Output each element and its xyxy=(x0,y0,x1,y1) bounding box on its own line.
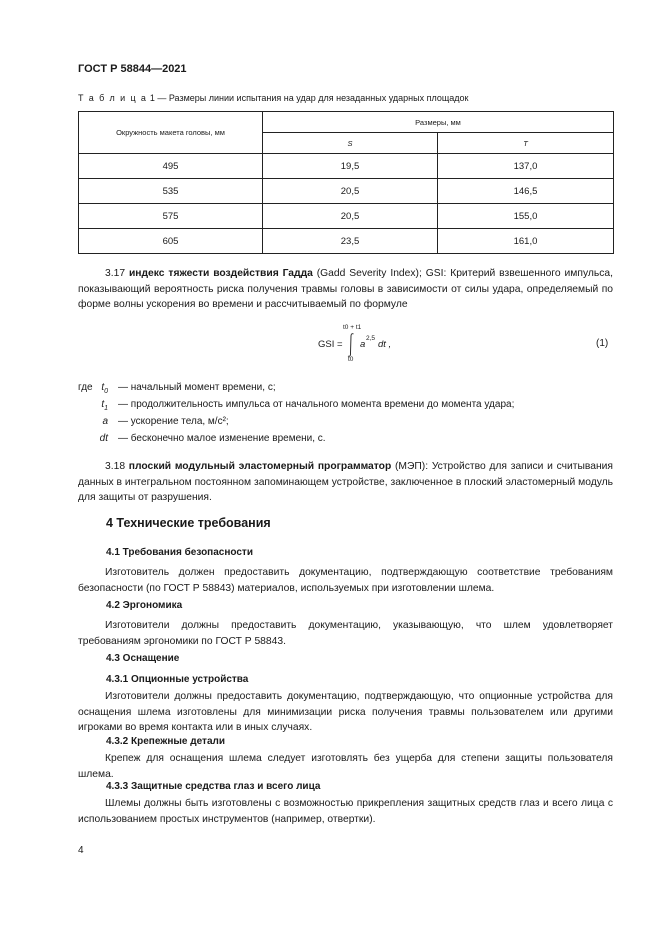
legend-where: где xyxy=(78,382,93,393)
formula-lower-limit: t0 xyxy=(348,356,354,363)
cell-t: 146,5 xyxy=(438,179,614,204)
col-header-s: S xyxy=(263,133,438,154)
section-4-3-1-text: Изготовители должны предоставить документацию, подтверждающую, что опционные устройства для оснащения шлема изготовлены для минимизации риска получения травмы пользователем или другими игроками во время контакта или в иных случаях. xyxy=(78,691,613,733)
cell-s: 23,5 xyxy=(263,229,438,254)
integral-sign-icon xyxy=(346,332,356,358)
section-4-3-3-heading: 4.3.3 Защитные средства глаз и всего лица xyxy=(106,781,321,792)
paragraph-3-18 xyxy=(78,459,613,506)
cell-t: 161,0 xyxy=(438,229,614,254)
section-4-heading: 4 Технические требования xyxy=(106,516,271,530)
table-caption xyxy=(78,93,468,103)
cell-circumference: 575 xyxy=(79,204,263,229)
term: индекс тяжести воздействия Гадда xyxy=(128,268,313,279)
document-standard-number: ГОСТ Р 58844—2021 xyxy=(78,63,187,75)
cell-s: 19,5 xyxy=(263,154,438,179)
formula-lhs: GSI = xyxy=(318,339,343,350)
formula-number: (1) xyxy=(596,338,609,349)
legend-symbol: dt xyxy=(99,433,108,444)
section-4-1-heading: 4.1 Требования безопасности xyxy=(106,547,253,558)
cell-s: 20,5 xyxy=(263,204,438,229)
table-caption-text: 1 — Размеры линии испытания на удар для незаданных ударных площадок xyxy=(149,93,469,103)
definition-text: (Gadd Severity Index); GSI: Критерий взвешенного импульса, показывающий вероятность риска получения травмы головы в зависимости от силы удара, определяемый по форме волны ускорения во времени и рассчитываемый по формуле xyxy=(78,268,613,310)
cell-t: 155,0 xyxy=(438,204,614,229)
formula-upper-limit: t0 + t1 xyxy=(343,324,362,331)
section-4-3-3-text: Шлемы должны быть изготовлены с возможностью прикрепления защитных средств глаз и всего лица с использованием простых инструментов (например, отвертки). xyxy=(78,798,613,825)
legend-text: — продолжительность импульса от начального момента времени до момента удара; xyxy=(118,399,515,410)
definition-text: (МЭП): Устройство для записи и считывания данных в интегральном постоянном запоминающем устройстве, заключенное в плоский эластомерный модуль для защиты от разрушения. xyxy=(78,461,613,503)
cell-circumference: 495 xyxy=(79,154,263,179)
legend-text: — бесконечно малое изменение времени, с. xyxy=(118,433,326,444)
paragraph-3-17 xyxy=(78,266,613,313)
section-4-2-text: Изготовители должны предоставить документацию, указывающую, что шлем удовлетворяет требованиям эргономики по ГОСТ Р 58843. xyxy=(78,620,613,647)
cell-t: 137,0 xyxy=(438,154,614,179)
formula-legend xyxy=(78,382,613,452)
clause-number: 3.18 xyxy=(105,461,126,472)
page-number: 4 xyxy=(78,845,84,856)
legend-symbol: $t_0$ xyxy=(101,382,108,395)
formula-gsi xyxy=(318,322,518,366)
term: плоский модульный эластомерный программатор xyxy=(128,461,392,472)
table-row xyxy=(79,154,614,179)
legend-text: — начальный момент времени, с; xyxy=(118,382,276,393)
section-4-3-2-text: Крепеж для оснащения шлема следует изготовлять без ущерба для степени защиты пользователя шлема. xyxy=(78,753,613,780)
formula-exponent: 2,5 xyxy=(366,335,376,342)
clause-number: 3.17 xyxy=(105,268,126,279)
col-header-sizes: Размеры, мм xyxy=(263,112,614,133)
col-header-t: T xyxy=(438,133,614,154)
section-4-2-heading: 4.2 Эргономика xyxy=(106,600,183,611)
table-row xyxy=(79,204,614,229)
formula-integrand: a xyxy=(360,339,366,350)
cell-circumference: 605 xyxy=(79,229,263,254)
formula-dt: dt , xyxy=(378,339,392,350)
legend-symbol: a xyxy=(102,416,108,427)
cell-s: 20,5 xyxy=(263,179,438,204)
col-header-head-circumference: Окружность макета головы, мм xyxy=(79,112,263,154)
section-4-3-heading: 4.3 Оснащение xyxy=(106,653,180,664)
section-4-3-2-heading: 4.3.2 Крепежные детали xyxy=(106,736,226,747)
section-4-3-1-heading: 4.3.1 Опционные устройства xyxy=(106,674,249,685)
dimensions-table xyxy=(78,111,614,254)
legend-symbol: $t_1$ xyxy=(101,399,108,412)
table-row xyxy=(79,229,614,254)
section-4-1-text: Изготовитель должен предоставить документацию, подтверждающую соответствие требованиям безопасности (по ГОСТ Р 58843) материалов, используемых при изготовлении шлема. xyxy=(78,567,613,594)
cell-circumference: 535 xyxy=(79,179,263,204)
table-row xyxy=(79,179,614,204)
legend-text: — ускорение тела, м/с²; xyxy=(118,416,229,427)
table-caption-label: Т а б л и ц а xyxy=(78,93,148,103)
